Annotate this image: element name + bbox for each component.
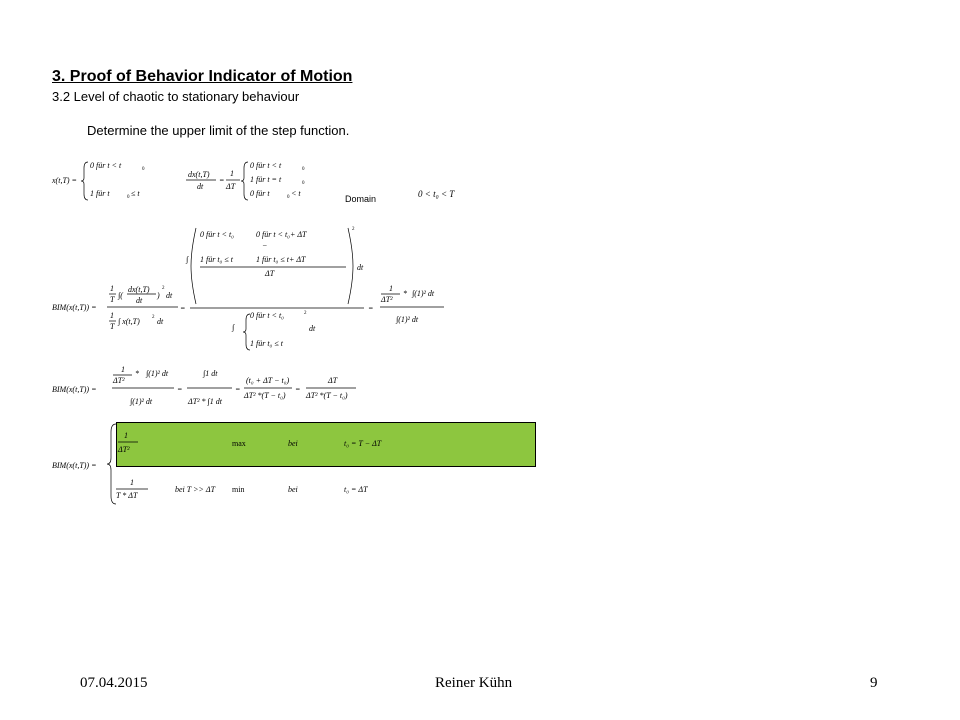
svg-text:0: 0 (287, 195, 290, 200)
svg-text:T * ΔT: T * ΔT (116, 491, 138, 500)
svg-text:(t₀ + ΔT − t₀): (t₀ + ΔT − t₀) (246, 376, 290, 385)
svg-text:1: 1 (124, 431, 128, 440)
instruction-text: Determine the upper limit of the step function. (87, 123, 350, 138)
svg-text:∫: ∫ (186, 255, 189, 264)
svg-text:=: = (177, 385, 183, 394)
svg-text:ΔT² * ∫1 dt: ΔT² * ∫1 dt (188, 397, 222, 406)
svg-text:0: 0 (302, 167, 305, 172)
svg-text:2: 2 (352, 227, 355, 232)
svg-text:2: 2 (152, 315, 155, 320)
svg-text:=: = (368, 304, 374, 313)
svg-text:1: 1 (110, 311, 114, 320)
x-definition-equation (51, 161, 145, 200)
svg-text:1: 1 (110, 284, 114, 293)
svg-text:∫1 dt: ∫1 dt (203, 369, 218, 378)
slide-subheading: 3.2 Level of chaotic to stationary behaviour (52, 89, 300, 104)
svg-text:∫ x(t,T): ∫ x(t,T) (118, 317, 140, 326)
svg-text:T: T (110, 295, 115, 304)
svg-text:1: 1 (130, 478, 134, 487)
dx-definition-equation (186, 161, 305, 200)
svg-text:): ) (157, 291, 160, 300)
svg-text:< t: < t (291, 189, 301, 198)
svg-text:BIM(x(t,T)) =: BIM(x(t,T)) = (52, 461, 97, 470)
svg-text:∫(: ∫( (118, 291, 123, 300)
svg-text:x(t,T) =: x(t,T) = (52, 176, 77, 185)
svg-text:−: − (262, 241, 268, 250)
svg-text:1 für t = t: 1 für t = t (250, 175, 282, 184)
svg-text:0 für t < t: 0 für t < t (90, 161, 122, 170)
slide-heading: 3. Proof of Behavior Indicator of Motion (52, 68, 353, 85)
domain-expression: 0 < t₀ < T (418, 189, 455, 199)
svg-text:t₀ = T − ΔT: t₀ = T − ΔT (344, 439, 382, 448)
svg-text:0: 0 (127, 195, 130, 200)
svg-text:∫(1)² dt: ∫(1)² dt (146, 369, 169, 378)
svg-text:∫(1)² dt: ∫(1)² dt (396, 315, 419, 324)
svg-text:0 für t < t: 0 für t < t (250, 161, 282, 170)
svg-text:t₀ = ΔT: t₀ = ΔT (344, 485, 368, 494)
svg-text:1: 1 (121, 365, 125, 374)
svg-text:0: 0 (302, 181, 305, 186)
svg-text:ΔT²: ΔT² (113, 376, 125, 385)
svg-text:1: 1 (230, 169, 234, 178)
svg-text:=: = (235, 385, 241, 394)
svg-text:*: * (403, 289, 407, 298)
svg-text:*: * (135, 369, 139, 378)
svg-text:ΔT: ΔT (328, 376, 338, 385)
svg-text:1 für t₀ ≤ t: 1 für t₀ ≤ t (250, 339, 283, 348)
svg-text:dx(t,T): dx(t,T) (188, 170, 210, 179)
svg-text:1 für t: 1 für t (90, 189, 110, 198)
svg-text:bei: bei (288, 485, 298, 494)
bim-equation-3 (52, 424, 382, 504)
svg-text:0: 0 (142, 167, 145, 172)
svg-text:1 für t₀ ≤ t+ ΔT: 1 für t₀ ≤ t+ ΔT (256, 255, 306, 264)
svg-text:0 für t < t₀+ ΔT: 0 für t < t₀+ ΔT (256, 230, 307, 239)
svg-text:ΔT: ΔT (265, 269, 275, 278)
svg-text:min: min (232, 485, 245, 494)
svg-text:1: 1 (389, 284, 393, 293)
domain-label: Domain (345, 194, 377, 204)
bim-equation-1 (52, 227, 444, 350)
svg-text:=: = (180, 304, 186, 313)
svg-text:dt: dt (157, 317, 164, 326)
svg-text:dt: dt (136, 296, 143, 305)
svg-text:dx(t,T): dx(t,T) (128, 285, 150, 294)
svg-text:dt: dt (357, 263, 364, 272)
svg-text:dt: dt (309, 324, 316, 333)
svg-text:2: 2 (162, 286, 165, 291)
svg-text:=: = (219, 176, 225, 185)
svg-text:≤ t: ≤ t (131, 189, 140, 198)
bim-equation-2 (52, 365, 356, 406)
footer-author: Reiner Kühn (435, 675, 513, 691)
svg-text:bei: bei (288, 439, 298, 448)
svg-text:ΔT² *(T − t₀): ΔT² *(T − t₀) (244, 391, 286, 400)
svg-text:∫(1)² dt: ∫(1)² dt (412, 289, 435, 298)
svg-text:2: 2 (304, 311, 307, 316)
svg-text:T: T (110, 322, 115, 331)
svg-text:BIM(x(t,T)) =: BIM(x(t,T)) = (52, 303, 97, 312)
svg-text:max: max (232, 439, 246, 448)
footer-date: 07.04.2015 (80, 675, 148, 691)
svg-text:0 für t: 0 für t (250, 189, 270, 198)
svg-text:0 für t < t₀: 0 für t < t₀ (250, 311, 284, 320)
svg-text:dt: dt (197, 182, 204, 191)
svg-text:ΔT²: ΔT² (118, 445, 130, 454)
svg-text:∫: ∫ (232, 323, 235, 332)
svg-text:0 für t < t₀: 0 für t < t₀ (200, 230, 234, 239)
svg-text:bei T >> ΔT: bei T >> ΔT (175, 485, 216, 494)
svg-text:BIM(x(t,T)) =: BIM(x(t,T)) = (52, 385, 97, 394)
svg-text:∫(1)² dt: ∫(1)² dt (130, 397, 153, 406)
svg-text:ΔT: ΔT (226, 182, 236, 191)
svg-text:=: = (295, 385, 301, 394)
footer-page-number: 9 (870, 675, 878, 691)
svg-text:ΔT² *(T − t₀): ΔT² *(T − t₀) (306, 391, 348, 400)
svg-text:dt: dt (166, 291, 173, 300)
svg-text:ΔT²: ΔT² (381, 295, 393, 304)
svg-text:1 für t₀ ≤ t: 1 für t₀ ≤ t (200, 255, 233, 264)
